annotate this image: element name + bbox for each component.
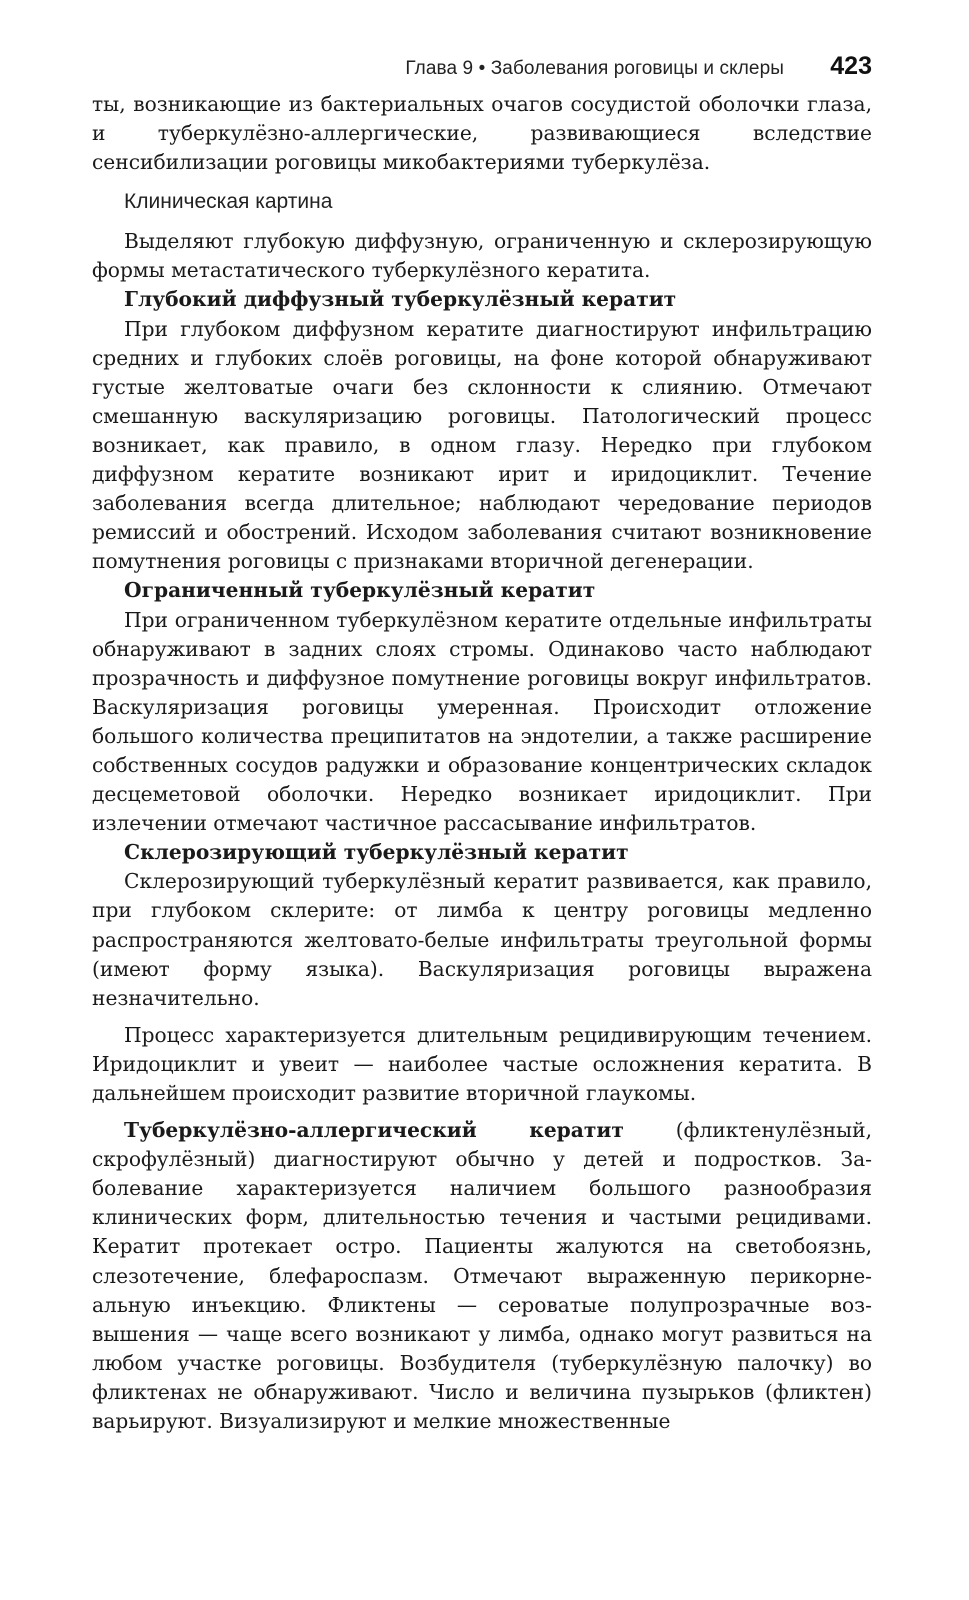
- paragraph-forms: Выделяют глубокую диффузную, ограниченную и склерозирующую формы метастатического туберкулёзного кератита.: [92, 229, 872, 283]
- section-heading: Клиническая картина: [124, 190, 333, 214]
- page-number: 423: [830, 52, 872, 80]
- chapter-title: Глава 9 • Заболевания роговицы и склеры: [405, 58, 784, 79]
- paragraph-sclerosing: Склерозирующий туберкулёзный кератит развивается, как правило, при глубоком склерите: от лимба к центру роговицы медленно распространяются желтовато-белые инфильтраты треугольной формы (имеют форму языка). Васкуляризация роговицы выражена незначительно.: [92, 869, 872, 1010]
- paragraph-allergic-text: (фликтенулёзный, скрофулёзный) диагностируют обычно у детей и подростков. Заболевание характеризуется наличием большого разнообразия клинических форм, длительностью течения и частыми рецидивами. Кератит протекает остро. Пациенты жалуются на светобоязнь, слезотечение, блефароспазм. Отмечают выраженную перикорнеальную инъекцию. Фликтены — сероватые полупрозрачные возвышения — чаще всего возникают у лимба, однако могут развиться на любом участке роговицы. Возбудителя (туберкулёзную палочку) во фликтенах не обнаруживают. Число и величина пузырьков (фликтен) варьируют. Визуализируют и мелкие множественные: [92, 1118, 872, 1434]
- paragraph-course: Процесс характеризуется длительным рецидивирующим течением. Иридоциклит и увеит — наиболее частые осложнения кератита. В дальнейшем происходит развитие вторичной глаукомы.: [92, 1022, 872, 1105]
- paragraph-limited: При ограниченном туберкулёзном кератите отдельные инфильтраты обнаруживают в задних слоях стромы. Одинаково часто наблюдают прозрачность и диффузное помутнение роговицы вокруг инфильтратов. Васкуляризация роговицы умеренная. Происходит отложение большого количества преципитатов на эндотелии, а также расширение собственных сосудов радужки и образование концентрических складок десцеметовой оболочки. Нередко возникает иридоциклит. При излечении отмечают частичное рассасывание инфильтратов.: [92, 607, 872, 836]
- paragraph-deep-diffuse: При глубоком диффузном кератите диагностируют инфильтрацию средних и глубоких слоёв роговицы, на фоне которой обнаруживают густые желтоватые очаги без склонности к слиянию. Отмечают смешанную васкуляризацию роговицы. Патологический процесс возникает, как правило, в одном глазу. Нередко при глубоком диффузном кератите возникают ирит и иридоциклит. Течение заболевания всегда длительное; наблюдают чередование периодов ремиссий и обострений. Исходом заболевания считают возникновение помутнения роговицы с признаками вторичной дегенерации.: [92, 316, 872, 574]
- paragraph-continuation: ты, возникающие из бактериальных очагов сосудистой оболочки глаза, и туберкулёзно-аллергические, развивающиеся вследствие сенсибилизации роговицы микобактериями туберкулёза.: [92, 92, 872, 175]
- subheading-limited: Ограниченный туберкулёзный кератит: [124, 578, 596, 603]
- allergic-keratitis-term: Туберкулёзно-аллергический кератит: [124, 1118, 624, 1143]
- running-header: [92, 48, 872, 90]
- book-page: [92, 48, 872, 1436]
- paragraph-allergic: [92, 1116, 872, 1436]
- subheading-sclerosing: Склерозирующий туберкулёзный кератит: [124, 840, 629, 865]
- subheading-deep-diffuse: Глубокий диффузный туберкулёзный кератит: [124, 287, 677, 312]
